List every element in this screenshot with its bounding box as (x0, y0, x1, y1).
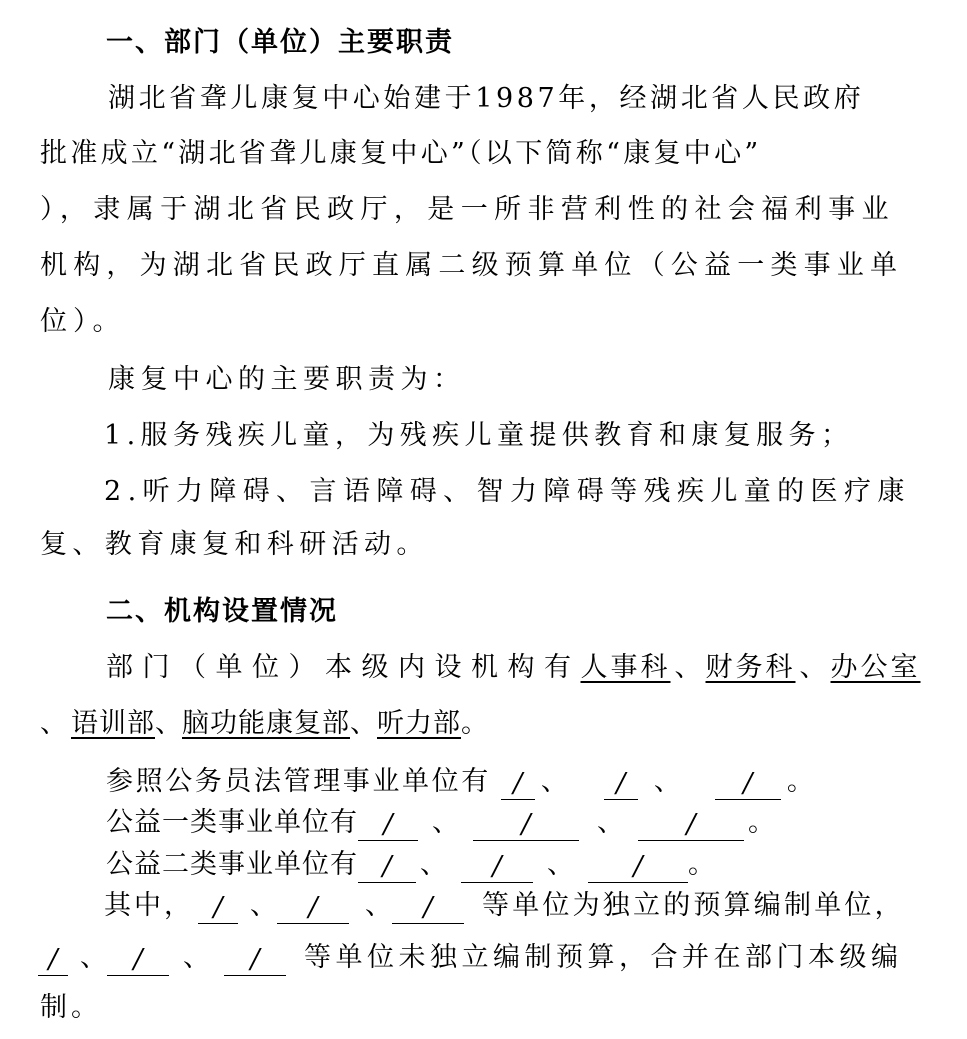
civil-servant-label: 参照公务员法管理事业单位有 (106, 766, 491, 797)
separator: 、 (432, 807, 459, 838)
period: 。 (786, 766, 814, 797)
merged-line (0, 938, 967, 978)
end-line: 制。 (40, 992, 102, 1023)
blank-field: / (501, 769, 535, 800)
separator: 、 (183, 942, 210, 973)
duty-1: 1.服务残疾儿童，为残疾儿童提供教育和康复服务； (104, 420, 854, 451)
departments-line-2 (0, 704, 967, 744)
blank-field: / (224, 945, 286, 976)
department-brain-rehab: 脑功能康复部 (182, 708, 350, 739)
separator: 、 (597, 807, 624, 838)
blank-field: / (588, 852, 688, 883)
duties-title: 康复中心的主要职责为： (108, 364, 466, 395)
blank-field: / (358, 810, 418, 841)
department-hearing: 听力部 (377, 708, 461, 739)
period: 。 (688, 849, 715, 880)
duty-2-line-2: 复、教育康复和科研活动。 (40, 529, 429, 560)
separator: 、 (653, 766, 681, 797)
separator: 、 (155, 708, 182, 739)
public2-line (0, 845, 967, 885)
duty-2-line-1: 2.听力障碍、言语障碍、智力障碍等残疾儿童的医疗康 (104, 476, 911, 507)
separator: 、 (40, 708, 67, 739)
departments-prefix: 部门（单位）本级内设机构有 (106, 652, 581, 683)
among-prefix: 其中， (104, 890, 194, 921)
intro-line-5: 位）。 (40, 306, 126, 337)
section1-heading: 一、部门（单位）主要职责 (106, 27, 454, 58)
blank-field: / (107, 945, 169, 976)
intro-line-4: 机构，为湖北省民政厅直属二级预算单位（公益一类事业单 (40, 250, 904, 281)
separator: 、 (799, 652, 827, 683)
separator: 、 (540, 766, 568, 797)
separator: 、 (365, 890, 392, 921)
merged-suffix: 等单位未独立编制预算，合并在部门本级编 (304, 942, 903, 973)
period: 。 (748, 807, 775, 838)
public1-line (0, 803, 967, 843)
blank-field: / (715, 769, 781, 800)
independent-line (0, 886, 967, 926)
separator: 、 (350, 708, 377, 739)
civil-servant-line (0, 762, 967, 802)
intro-line-3: ），隶属于湖北省民政厅，是一所非营利性的社会福利事业 (40, 194, 895, 225)
period: 。 (461, 708, 488, 739)
public1-label: 公益一类事业单位有 (106, 807, 358, 838)
blank-field: / (392, 893, 464, 924)
blank-field: / (638, 810, 744, 841)
independent-suffix: 等单位为独立的预算编制单位， (482, 890, 905, 921)
departments-line-1 (0, 648, 967, 688)
department-speech: 语训部 (71, 708, 155, 739)
blank-field: / (473, 810, 579, 841)
blank-field: / (277, 893, 349, 924)
separator: 、 (547, 849, 574, 880)
blank-field: / (198, 893, 238, 924)
public2-label: 公益二类事业单位有 (106, 849, 358, 880)
department-finance: 财务科 (705, 652, 796, 683)
separator: 、 (250, 890, 277, 921)
blank-field: / (461, 852, 533, 883)
blank-field: / (604, 769, 638, 800)
department-hr: 人事科 (580, 652, 671, 683)
blank-field: / (38, 945, 68, 976)
separator: 、 (674, 652, 702, 683)
department-office: 办公室 (830, 652, 921, 683)
intro-line-1: 湖北省聋儿康复中心始建于1987年，经湖北省人民政府 (108, 83, 865, 114)
separator: 、 (420, 849, 447, 880)
section2-heading: 二、机构设置情况 (106, 596, 338, 627)
blank-field: / (358, 852, 416, 883)
intro-line-2: 批准成立“湖北省聋儿康复中心”（以下简称“康复中心” (40, 138, 762, 169)
separator: 、 (80, 942, 107, 973)
